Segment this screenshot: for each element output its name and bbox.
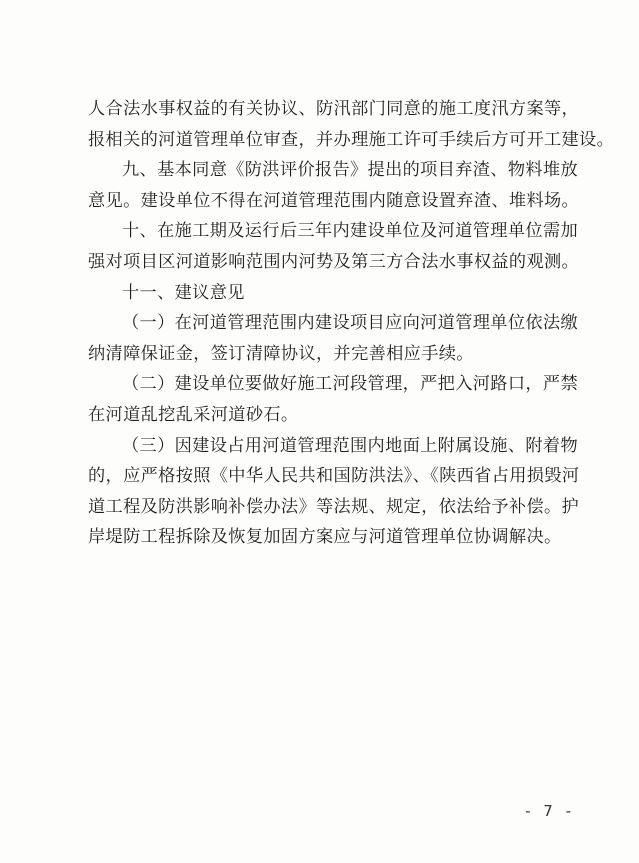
item-1-line-1: （一）在河道管理范围内建设项目应向河道管理单位依法缴 [122, 313, 578, 334]
document-body [88, 94, 615, 553]
text-line: 强对项目区河道影响范围内河势及第三方合法水事权益的观测。 [88, 251, 580, 272]
text-line: 报相关的河道管理单位审查，并办理施工许可手续后方可开工建设。 [88, 129, 615, 150]
text-line: 岸堤防工程拆除及恢复加固方案应与河道管理单位协调解决。 [88, 527, 562, 548]
text-line: 人合法水事权益的有关协议、防汛部门同意的施工度汛方案等， [88, 99, 580, 119]
text-line: 纳清障保证金，签订清障协议，并完善相应手续。 [88, 343, 474, 364]
page-number: - 7 - [525, 802, 575, 820]
section-heading-11: 十一、建议意见 [122, 282, 245, 303]
text-line: 在河道乱挖乱采河道砂石。 [88, 404, 299, 425]
text-line: 的，应严格按照《中华人民共和国防洪法》、《陕西省占用损毁河 [88, 466, 580, 487]
item-3-line-1: （三）因建设占用河道管理范围内地面上附属设施、附着物 [122, 435, 578, 456]
paragraph-9-line-1: 九、基本同意《防洪评价报告》提出的项目弃渣、物料堆放 [122, 160, 578, 181]
item-2-line-1: （二）建设单位要做好施工河段管理，严把入河路口，严禁 [122, 374, 578, 395]
paragraph-10-line-1: 十、在施工期及运行后三年内建设单位及河道管理单位需加 [122, 221, 578, 242]
text-line: 意见。建设单位不得在河道管理范围内随意设置弃渣、堆料场。 [88, 190, 580, 211]
text-line: 道工程及防洪影响补偿办法》等法规、规定，依法给予补偿。护 [88, 496, 580, 517]
